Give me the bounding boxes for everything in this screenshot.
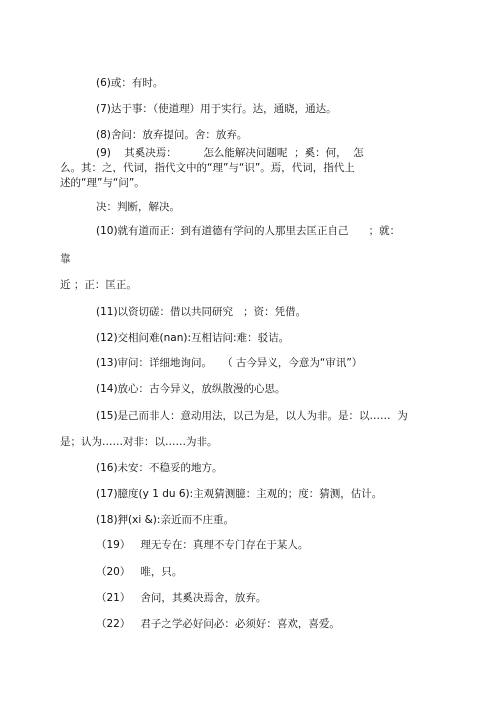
note-9-line-2: 么。其：之，代词，指代文中的“理”与“识”。焉，代词，指代上 <box>60 162 355 174</box>
note-11: (11)以资切磋：借以共同研究 ；资：凭借。 <box>96 306 307 318</box>
note-22: （22） 君子之学必好问必：必须好：喜欢，喜爱。 <box>96 618 340 630</box>
note-7: (7)达于事：（使道理）用于实行。达，通晓，通达。 <box>96 103 337 115</box>
note-17: (17)臆度(y 1 du 6):主观猜测臆：主观的；度：猜测，估计。 <box>96 488 383 500</box>
note-20: （20） 唯，只。 <box>96 566 183 578</box>
note-15-line-2: 是；认为……对非：以……为非。 <box>60 436 218 448</box>
note-9-line-3: 述的“理”与“问”。 <box>60 177 145 189</box>
note-12: (12)交相问难(nan):互相诘问:难：驳诘。 <box>96 332 290 344</box>
note-10-line-1: (10)就有道而正：到有道德有学问的人那里去匡正自己 ；就： <box>96 225 401 237</box>
note-16: (16)未安：不稳妥的地方。 <box>96 462 223 474</box>
note-21: （21） 舍问，其奚决焉舍，放弃。 <box>96 592 267 604</box>
note-8: (8)舍问：放弃提问。舍：放弃。 <box>96 129 248 141</box>
note-6: (6)或：有时。 <box>96 77 164 89</box>
note-13: (13)审问：详细地询问。 （ 古今异义，今意为“审讯”） <box>96 357 363 369</box>
note-10-line-3: 近 ；正：匡正。 <box>60 279 137 291</box>
note-18: (18)狎(xi &):亲近而不庄重。 <box>96 514 234 526</box>
note-14: (14)放心：古今异义，放纵散漫的心思。 <box>96 383 286 395</box>
note-9-jue: 决：判断，解决。 <box>96 201 180 213</box>
note-19: （19） 理无专在：真理不专门存在于某人。 <box>96 539 309 551</box>
note-9-line-1: (9) 其奚决焉： 怎么能解决问题呢 ；奚：何， 怎 <box>96 147 364 159</box>
note-15-line-1: (15)是己而非人：意动用法，以己为是，以人为非。是：以…… 为 <box>96 410 408 422</box>
note-10-line-2: 靠 <box>60 253 71 265</box>
